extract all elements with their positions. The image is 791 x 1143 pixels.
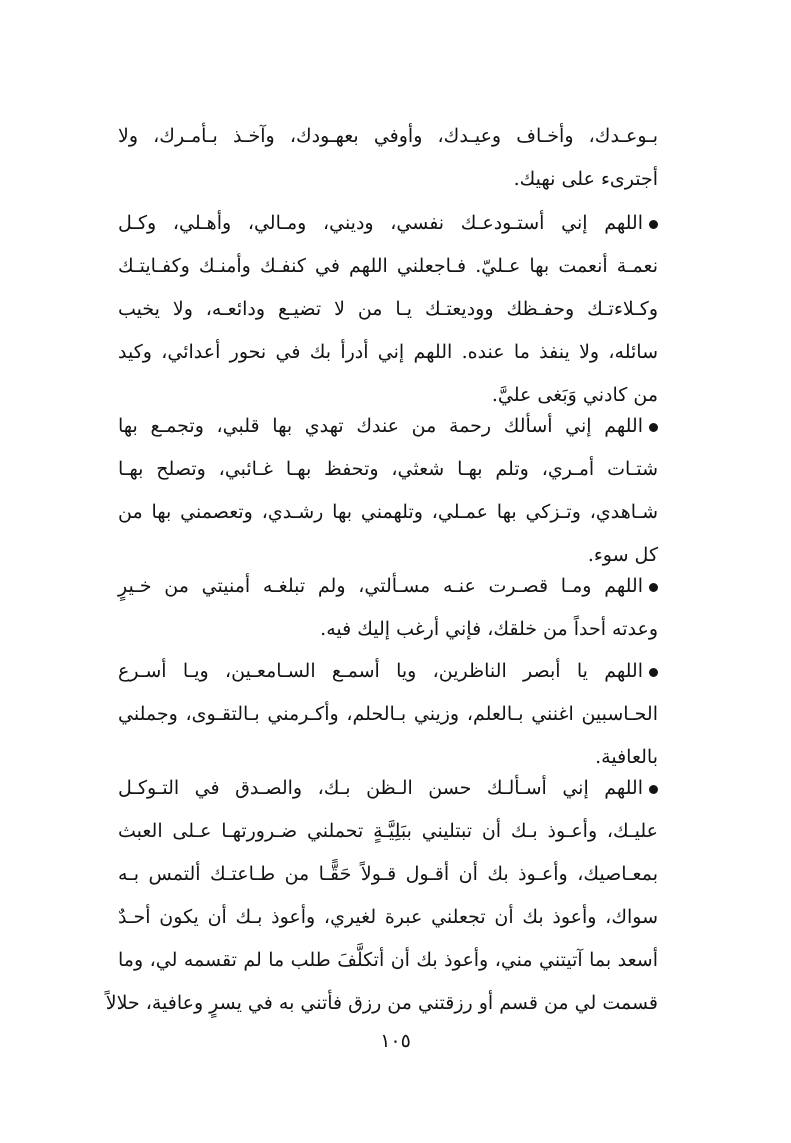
text-line-content: اللهم إني أستـودعـك نفسي، وديني، ومـالي، وأهـلي، وكـل [118,212,643,234]
paragraph-5 [118,650,658,779]
text-line: سائله، ولا ينفذ ما عنده. اللهم إني أدرأ بك في نحور أعدائي، وكيد [118,341,658,363]
paragraph-2 [118,202,658,417]
text-line: أجترىء على نهيك. [513,168,658,190]
bullet-icon [649,668,658,677]
text-line: شـاهدي، وتـزكي بها عمـلي، وتلهمني بها رشـدي، وتعصمني بها من [118,501,658,523]
text-line: نعمـة أنعمت بها عـليّ. فـاجعلني اللهم في كنفـك وأمنـك وكفـايتـك [118,255,658,277]
text-line [118,767,658,810]
bullet-icon [649,785,658,794]
page-number: ١٠٥ [380,1030,411,1052]
text-line: شتـات أمـري، وتلم بهـا شعثي، وتحفظ بهـا غـائبي، وتصلح بهـا [118,458,658,480]
text-line: وعدته أحداً من خلقك، فإني أرغب إليك فيه. [320,618,658,640]
text-line: قسمت لي من قسم أو رزقتني من رزق فأتني به في يسرٍ وعافية، حلالاً [105,992,658,1014]
text-line-content: اللهم إني أسألك رحمة من عندك تهدي بها قلبي، وتجمـع بها [118,415,643,437]
text-line: سواك، وأعوذ بك أن تجعلني عبرة لغيري، وأعوذ بـك أن يكون أحـدٌ [118,906,658,928]
text-line: بمعـاصيك، وأعـوذ بك أن أقـول قـولاً حَقًّـا من طـاعتـك ألتمس بـه [118,863,658,885]
bullet-icon [649,423,658,432]
text-line-content: اللهم ومـا قصـرت عنـه مسـألتي، ولم تبلغـه أمنيتي من خـيرٍ [118,575,643,597]
text-line [118,202,658,245]
bullet-icon [649,583,658,592]
text-line: كل سوء. [587,544,658,566]
text-line: من كادني وَبَغى عليَّ. [491,384,658,406]
text-line: بالعافية. [595,746,658,768]
text-line [118,650,658,693]
paragraph-1 [118,115,658,201]
text-line [118,565,658,608]
text-line: أسعد بما آتيتني مني، وأعوذ بك أن أتكلَّفَ طلب ما لم تقسمه لي، وما [118,949,658,971]
text-line: الحـاسبين اغنني بـالعلم، وزيني بـالحلم، وأكـرمني بـالتقـوى، وجملني [118,703,658,725]
text-line-content: اللهم إني أسـألـك حسن الـظن بـك، والصـدق في التـوكـل [118,777,643,799]
paragraph-3 [118,405,658,577]
text-line [118,405,658,448]
text-line: بـوعـدك، وأخـاف وعيـدك، وأوفي بعهـودك، وآخـذ بـأمـرك، ولا [118,125,658,147]
text-line: وكـلاءتـك وحفـظك ووديعتـك يـا من لا تضيـع ودائعـه، ولا يخيب [118,298,658,320]
paragraph-6 [105,767,658,1025]
paragraph-4 [118,565,658,651]
bullet-icon [649,220,658,229]
text-line-content: اللهم يا أبصر الناظرين، ويا أسمـع السـامعـين، ويـا أسـرع [118,660,643,682]
text-line: عليـك، وأعـوذ بـك أن تبتليني ببَلِيَّـةٍ تحملني ضـرورتهـا عـلى العبث [118,820,658,842]
